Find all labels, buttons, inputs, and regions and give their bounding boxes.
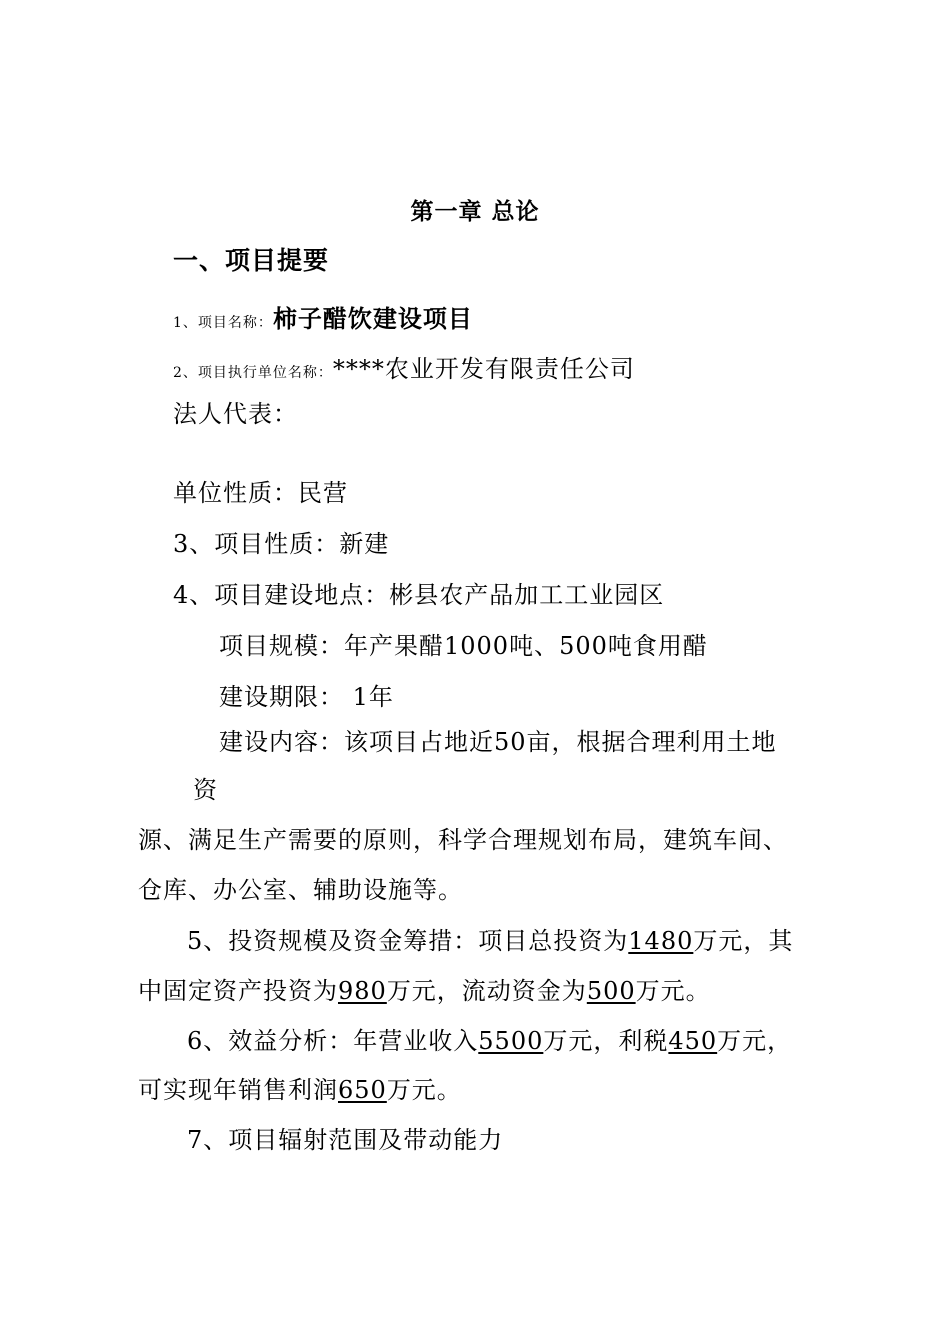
total-investment-value: 1480 bbox=[628, 927, 694, 955]
project-name-label: 1、项目名称： bbox=[173, 315, 273, 331]
revenue-label: 6、效益分析：年营业收入 bbox=[187, 1027, 479, 1055]
legal-representative: 法人代表： bbox=[173, 400, 298, 428]
construction-period: 建设期限： 1年 bbox=[219, 683, 394, 711]
tax-label: 万元，利税 bbox=[543, 1027, 669, 1055]
fixed-asset-value: 980 bbox=[338, 977, 387, 1005]
project-nature: 3、项目性质：新建 bbox=[173, 530, 390, 558]
tax-suffix: 万元， bbox=[717, 1027, 793, 1055]
project-name-value: 柿子醋饮建设项目 bbox=[272, 304, 473, 333]
working-capital-value: 500 bbox=[586, 977, 636, 1005]
profit-label: 可实现年销售利润 bbox=[138, 1076, 338, 1104]
executing-unit-label: 2、项目执行单位名称： bbox=[173, 365, 333, 381]
benefit-line1 bbox=[187, 1026, 792, 1056]
radiation-scope: 7、项目辐射范围及带动能力 bbox=[187, 1126, 504, 1154]
investment-mid: 万元，其 bbox=[693, 927, 794, 955]
investment-line2 bbox=[138, 976, 711, 1006]
section-title: 一、项目提要 bbox=[173, 246, 330, 275]
investment-line1 bbox=[187, 926, 793, 956]
revenue-value: 5500 bbox=[478, 1027, 544, 1055]
tax-value: 450 bbox=[668, 1027, 718, 1055]
profit-value: 650 bbox=[338, 1076, 387, 1104]
working-capital-label: 万元，流动资金为 bbox=[386, 977, 587, 1005]
project-scale: 项目规模：年产果醋1000吨、500吨食用醋 bbox=[219, 632, 708, 660]
construction-content-line2: 资 bbox=[193, 776, 218, 804]
profit-suffix: 万元。 bbox=[386, 1076, 462, 1104]
executing-unit-line bbox=[173, 354, 635, 388]
benefit-line2 bbox=[138, 1075, 462, 1105]
chapter-title: 第一章 总论 bbox=[410, 198, 540, 225]
investment-suffix: 万元。 bbox=[635, 977, 711, 1005]
project-name-line bbox=[173, 304, 473, 338]
fixed-asset-label: 中固定资产投资为 bbox=[138, 977, 338, 1005]
project-location: 4、项目建设地点：彬县农产品加工工业园区 bbox=[173, 581, 665, 609]
investment-prefix: 5、投资规模及资金筹措：项目总投资为 bbox=[187, 927, 629, 955]
unit-nature: 单位性质：民营 bbox=[173, 479, 348, 507]
construction-content-line1: 建设内容：该项目占地近50亩，根据合理利用土地 bbox=[219, 728, 777, 756]
executing-unit-value: ****农业开发有限责任公司 bbox=[332, 355, 635, 383]
construction-content-line4: 仓库、办公室、辅助设施等。 bbox=[138, 876, 463, 904]
construction-content-line3: 源、满足生产需要的原则，科学合理规划布局，建筑车间、 bbox=[138, 826, 788, 854]
